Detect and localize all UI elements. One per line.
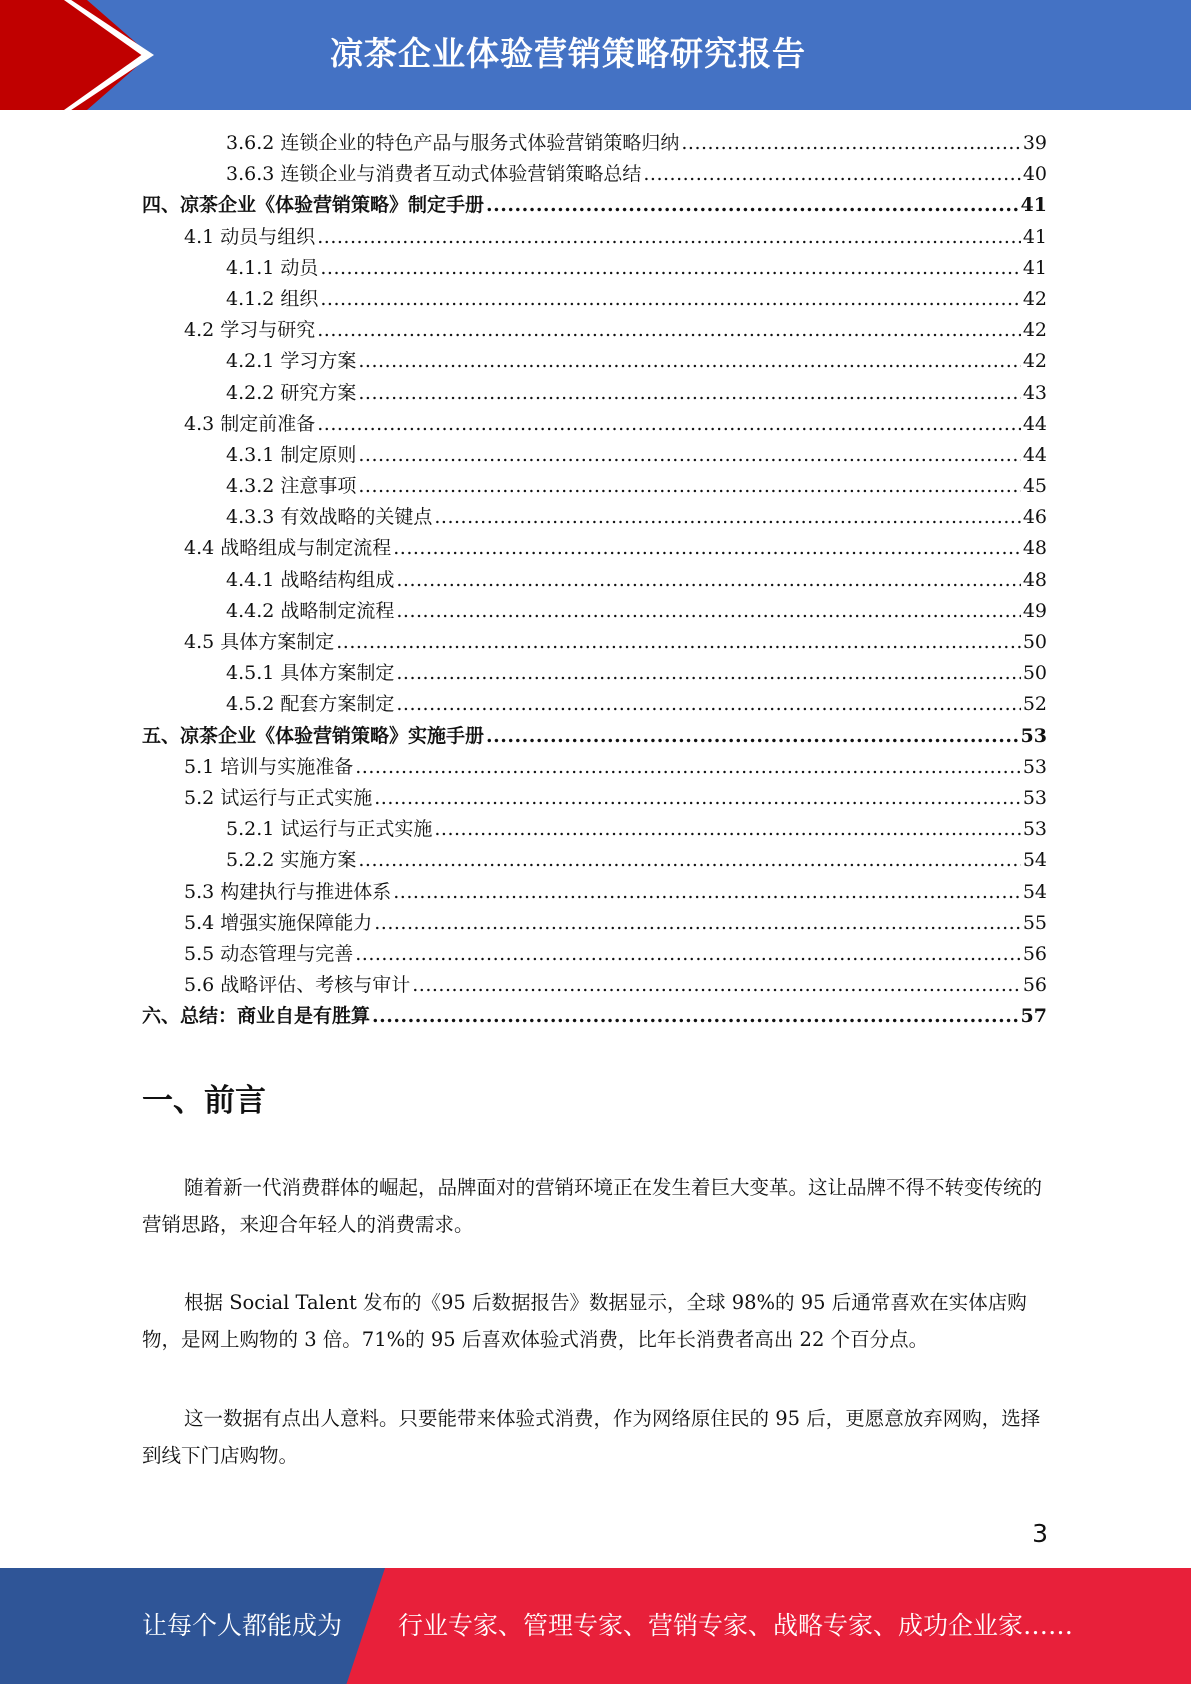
toc-leader-dots — [374, 908, 1021, 939]
toc-entry-label: 4.4.2 战略制定流程 — [226, 599, 395, 622]
toc-entry-page: 46 — [1022, 506, 1047, 529]
toc-entry[interactable] — [142, 658, 1047, 689]
toc-entry[interactable] — [142, 845, 1047, 876]
toc-entry-label: 4.1 动员与组织 — [184, 225, 316, 248]
toc-entry[interactable] — [142, 378, 1047, 409]
toc-entry[interactable] — [142, 253, 1047, 284]
toc-entry-label: 五、凉茶企业《体验营销策略》实施手册 — [142, 724, 485, 747]
section-heading: 一、前言 — [142, 1083, 266, 1119]
toc-leader-dots — [396, 565, 1020, 596]
footer-slogan-right: 行业专家、管理专家、营销专家、战略专家、成功企业家…… — [398, 1611, 1074, 1640]
toc-entry[interactable] — [142, 315, 1047, 346]
toc-entry[interactable] — [142, 159, 1047, 190]
toc-entry[interactable] — [142, 908, 1047, 939]
toc-entry-page: 42 — [1022, 287, 1047, 310]
toc-entry-label: 5.1 培训与实施准备 — [184, 755, 354, 778]
page-header — [0, 0, 1191, 110]
toc-entry[interactable] — [142, 471, 1047, 502]
page-footer — [0, 1568, 1191, 1684]
toc-leader-dots — [317, 222, 1021, 253]
toc-entry-label: 六、总结：商业自是有胜算 — [142, 1005, 371, 1028]
toc-leader-dots — [358, 845, 1020, 876]
toc-entry-page: 54 — [1022, 849, 1047, 872]
toc-leader-dots — [393, 533, 1021, 564]
toc-entry-label: 4.4 战略组成与制定流程 — [184, 537, 392, 560]
toc-entry-page: 40 — [1022, 163, 1047, 186]
toc-leader-dots — [396, 596, 1020, 627]
toc-entry[interactable] — [142, 877, 1047, 908]
toc-leader-dots — [396, 658, 1020, 689]
toc-entry-page: 44 — [1022, 443, 1047, 466]
toc-entry-page: 50 — [1022, 631, 1047, 653]
toc-leader-dots — [434, 502, 1020, 533]
toc-entry-page: 53 — [1020, 724, 1047, 747]
toc-entry-label: 4.3.1 制定原则 — [226, 443, 357, 466]
toc-leader-dots — [355, 752, 1021, 783]
toc-entry-page: 53 — [1022, 755, 1047, 778]
toc-entry-page: 43 — [1022, 381, 1047, 404]
toc-entry-page: 41 — [1022, 256, 1047, 279]
toc-entry-page: 55 — [1022, 911, 1047, 934]
toc-entry-label: 5.5 动态管理与完善 — [184, 942, 354, 965]
paragraph-1: 随着新一代消费群体的崛起，品牌面对的营销环境正在发生着巨大变革。这让品牌不得不转变传统的营销思路，来迎合年轻人的消费需求。 — [142, 1176, 1043, 1236]
toc-leader-dots — [320, 253, 1020, 284]
toc-entry[interactable] — [142, 502, 1047, 533]
toc-entry[interactable] — [142, 440, 1047, 471]
toc-entry[interactable] — [142, 128, 1047, 159]
toc-entry[interactable] — [142, 814, 1047, 845]
footer-slogan-left: 让每个人都能成为 — [142, 1611, 343, 1640]
header-red-arrow — [0, 0, 150, 110]
toc-entry[interactable] — [142, 783, 1047, 814]
toc-entry-page: 49 — [1022, 599, 1047, 622]
toc-entry-page: 41 — [1022, 225, 1047, 248]
toc-entry-page: 52 — [1022, 693, 1047, 716]
toc-leader-dots — [486, 190, 1019, 221]
toc-entry-label: 4.5.1 具体方案制定 — [226, 662, 395, 685]
toc-entry-label: 4.3.3 有效战略的关键点 — [226, 506, 433, 529]
toc-leader-dots — [358, 378, 1020, 409]
toc-entry-label: 3.6.3 连锁企业与消费者互动式体验营销策略总结 — [226, 163, 642, 186]
toc-entry-page: 48 — [1022, 537, 1047, 560]
toc-leader-dots — [681, 128, 1020, 159]
toc-entry-label: 5.2.2 实施方案 — [226, 849, 357, 872]
toc-entry[interactable] — [142, 1001, 1047, 1032]
toc-leader-dots — [486, 721, 1019, 752]
toc-leader-dots — [320, 284, 1020, 315]
toc-entry[interactable] — [142, 284, 1047, 315]
toc-leader-dots — [396, 689, 1020, 720]
toc-entry-page: 56 — [1022, 974, 1047, 997]
toc-leader-dots — [643, 159, 1020, 190]
toc-leader-dots — [358, 471, 1020, 502]
page-number: 3 — [1032, 1519, 1048, 1548]
toc-entry-label: 4.2 学习与研究 — [184, 319, 316, 342]
toc-entry[interactable] — [142, 596, 1047, 627]
toc-entry-page: 53 — [1022, 818, 1047, 841]
toc-entry-page: 56 — [1022, 942, 1047, 965]
toc-entry-label: 4.5 具体方案制定 — [184, 631, 335, 653]
toc-leader-dots — [336, 627, 1021, 658]
toc-leader-dots — [317, 315, 1021, 346]
toc-leader-dots — [372, 1001, 1019, 1032]
toc-entry[interactable] — [142, 627, 1047, 658]
toc-entry[interactable] — [142, 222, 1047, 253]
toc-entry[interactable] — [142, 752, 1047, 783]
toc-entry-page: 44 — [1022, 412, 1047, 435]
toc-leader-dots — [434, 814, 1020, 845]
toc-entry[interactable] — [142, 190, 1047, 221]
toc-entry-label: 4.3 制定前准备 — [184, 412, 316, 435]
toc-entry-label: 4.2.2 研究方案 — [226, 381, 357, 404]
toc-entry[interactable] — [142, 533, 1047, 564]
toc-entry-label: 5.3 构建执行与推进体系 — [184, 880, 392, 903]
toc-entry-label: 4.3.2 注意事项 — [226, 475, 357, 498]
toc-leader-dots — [374, 783, 1021, 814]
paragraph-3: 这一数据有点出人意料。只要能带来体验式消费，作为网络原住民的 95 后，更愿意放弃网购，选择到线下门店购物。 — [142, 1407, 1041, 1467]
toc-entry-label: 5.2.1 试运行与正式实施 — [226, 818, 433, 841]
toc-leader-dots — [355, 939, 1021, 970]
toc-entry-label: 4.1.2 组织 — [226, 287, 319, 310]
toc-entry-label: 3.6.2 连锁企业的特色产品与服务式体验营销策略归纳 — [226, 132, 680, 154]
toc-entry-page: 42 — [1022, 319, 1047, 342]
toc-entry-label: 4.4.1 战略结构组成 — [226, 568, 395, 591]
toc-entry-page: 39 — [1022, 132, 1047, 154]
toc-entry[interactable] — [142, 939, 1047, 970]
toc-entry-label: 4.2.1 学习方案 — [226, 350, 357, 373]
toc-leader-dots — [393, 877, 1021, 908]
table-of-contents — [142, 128, 1047, 1032]
toc-entry[interactable] — [142, 721, 1047, 752]
toc-entry-label: 5.2 试运行与正式实施 — [184, 786, 373, 809]
report-title: 凉茶企业体验营销策略研究报告 — [330, 34, 806, 73]
toc-leader-dots — [358, 440, 1020, 471]
toc-entry-label: 四、凉茶企业《体验营销策略》制定手册 — [142, 194, 485, 217]
toc-entry[interactable] — [142, 409, 1047, 440]
toc-entry-label: 5.6 战略评估、考核与审计 — [184, 974, 411, 997]
toc-entry[interactable] — [142, 565, 1047, 596]
toc-leader-dots — [412, 970, 1021, 1001]
toc-entry[interactable] — [142, 346, 1047, 377]
toc-entry[interactable] — [142, 970, 1047, 1001]
toc-leader-dots — [317, 409, 1021, 440]
toc-leader-dots — [358, 346, 1020, 377]
toc-entry-page: 48 — [1022, 568, 1047, 591]
toc-entry-label: 4.5.2 配套方案制定 — [226, 693, 395, 716]
toc-entry-page: 41 — [1020, 194, 1047, 217]
toc-entry-page: 45 — [1022, 475, 1047, 498]
toc-entry-label: 5.4 增强实施保障能力 — [184, 911, 373, 934]
paragraph-2: 根据 Social Talent 发布的《95 后数据报告》数据显示，全球 98%的 95 后通常喜欢在实体店购物，是网上购物的 3 倍。71%的 95 后喜欢体验式消费，比年长消费者高出 22 个百分点。 — [142, 1291, 1027, 1351]
toc-entry-label: 4.1.1 动员 — [226, 256, 319, 279]
toc-entry-page: 53 — [1022, 786, 1047, 809]
toc-entry-page: 42 — [1022, 350, 1047, 373]
toc-entry-page: 50 — [1022, 662, 1047, 685]
toc-entry[interactable] — [142, 689, 1047, 720]
toc-entry-page: 57 — [1020, 1005, 1047, 1028]
toc-entry-page: 54 — [1022, 880, 1047, 903]
